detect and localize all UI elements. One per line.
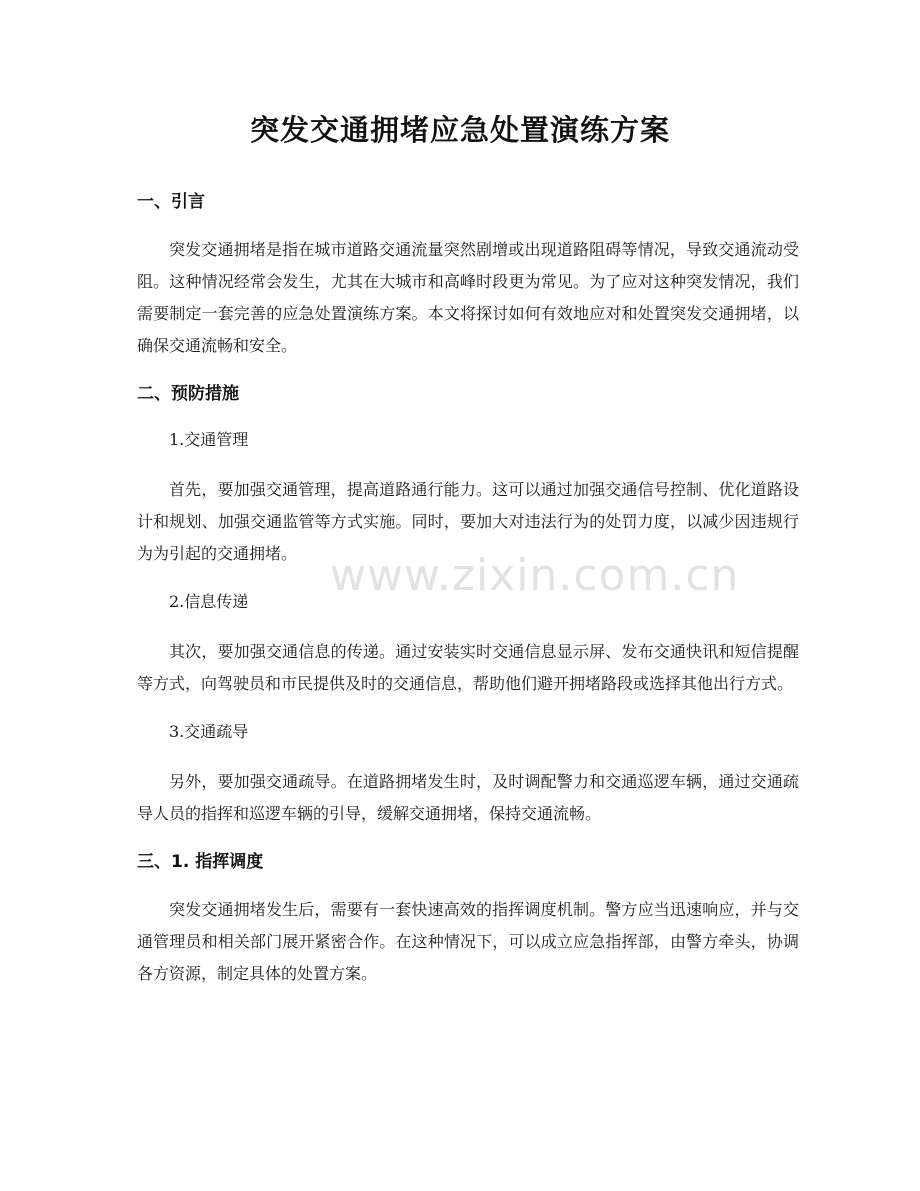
subsection-label-guidance: 3.交通疏导: [169, 722, 249, 741]
document-title: 突发交通拥堵应急处置演练方案: [249, 113, 670, 147]
traffic-management-paragraph: 首先，要加强交通管理，提高道路通行能力。这可以通过加强交通信号控制、优化道路设计和规划、加强交通监管等方式实施。同时，要加大对违法行为的处罚力度，以减少因违规行为为引起的交通拥堵。: [137, 480, 799, 563]
section-heading-prevention: 二、预防措施: [137, 384, 239, 404]
watermark: www.zixin.com.cn: [330, 550, 740, 601]
guidance-paragraph: 另外，要加强交通疏导。在道路拥堵发生时，及时调配警力和交通巡逻车辆，通过交通疏导人员的指挥和巡逻车辆的引导，缓解交通拥堵，保持交通流畅。: [137, 772, 799, 823]
subsection-label-traffic-management: 1.交通管理: [169, 430, 249, 449]
information-paragraph: 其次，要加强交通信息的传递。通过安装实时交通信息显示屏、发布交通快讯和短信提醒等方式，向驾驶员和市民提供及时的交通信息，帮助他们避开拥堵路段或选择其他出行方式。: [137, 642, 799, 693]
document-body: [137, 188, 799, 1008]
intro-paragraph: 突发交通拥堵是指在城市道路交通流量突然剧增或出现道路阻碍等情况，导致交通流动受阻。这种情况经常会发生，尤其在大城市和高峰时段更为常见。为了应对这种突发情况，我们需要制定一套完善的应急处置演练方案。本文将探讨如何有效地应对和处置突发交通拥堵，以确保交通流畅和安全。: [137, 240, 799, 355]
section-heading-command: 三、1. 指挥调度: [137, 852, 264, 872]
section-heading-intro: 一、引言: [137, 192, 205, 212]
command-paragraph: 突发交通拥堵发生后，需要有一套快速高效的指挥调度机制。警方应当迅速响应，并与交通管理员和相关部门展开紧密合作。在这种情况下，可以成立应急指挥部，由警方牵头，协调各方资源，制定具体的处置方案。: [137, 900, 799, 983]
subsection-label-information: 2.信息传递: [169, 592, 249, 611]
